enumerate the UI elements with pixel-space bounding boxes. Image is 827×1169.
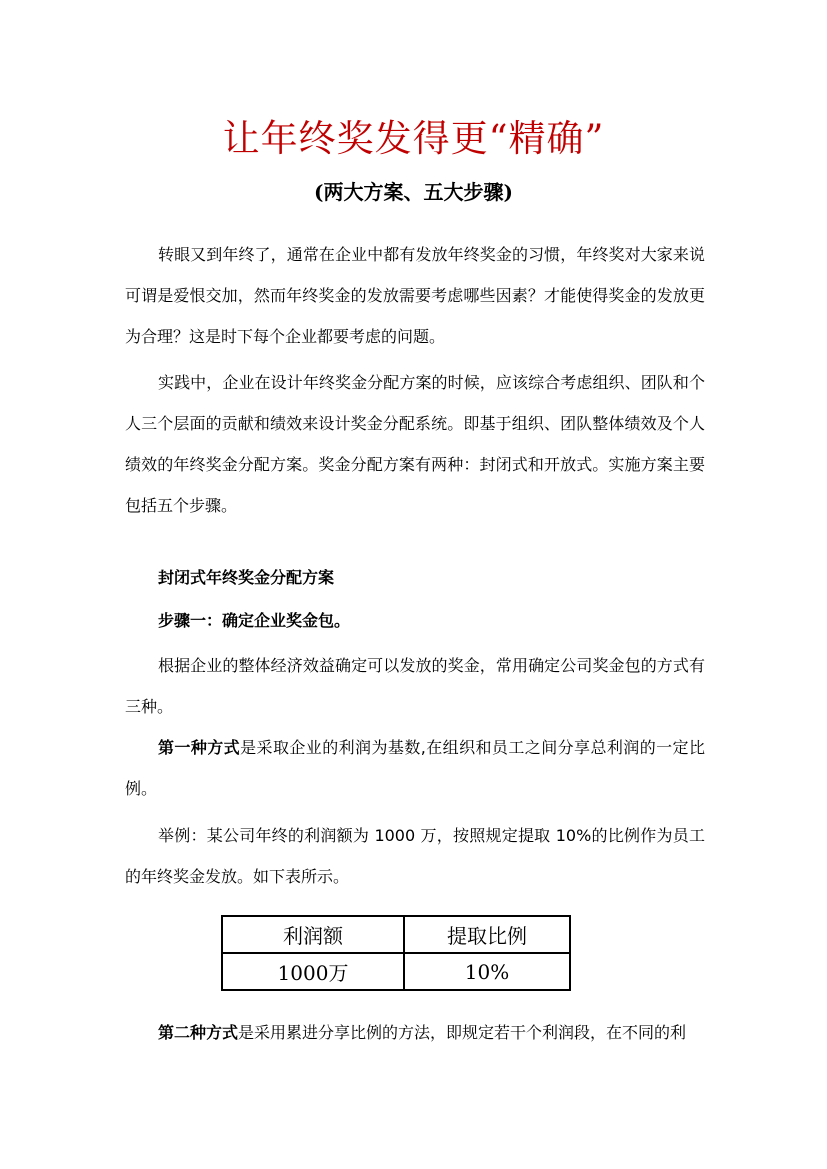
method1-text: 是采取企业的利润为基数,在组织和员工之间分享总利润的一定比例。 [125, 738, 705, 798]
table-header-profit: 利润额 [222, 916, 404, 953]
method2-label: 第二种方式 [158, 1023, 239, 1042]
table-header-ratio: 提取比例 [404, 916, 570, 953]
section-heading: 封闭式年终奖金分配方案 [158, 568, 335, 587]
intro-paragraph-2: 实践中，企业在设计年终奖金分配方案的时候，应该综合考虑组织、团队和个人三个层面的贡献和绩效来设计奖金分配系统。即基于组织、团队整体绩效及个人绩效的年终奖金分配方案。奖金分配方案有两种：封闭式和开放式。实施方案主要包括五个步骤。 [125, 373, 705, 515]
method2-paragraph [125, 1012, 705, 1053]
document-subtitle: (两大方案、五大步骤) [314, 180, 513, 204]
profit-table [221, 915, 571, 991]
intro-paragraph-1: 转眼又到年终了，通常在企业中都有发放年终奖金的习惯，年终奖对大家来说可谓是爱恨交加，然而年终奖金的发放需要考虑哪些因素？才能使得奖金的发放更为合理？这是时下每个企业都要考虑的问题。 [125, 245, 705, 346]
example-paragraph: 举例：某公司年终的利润额为 1000 万，按照规定提取 10%的比例作为员工的年终奖金发放。如下表所示。 [125, 826, 705, 886]
table-cell-profit: 1000万 [222, 953, 404, 990]
step1-heading: 步骤一：确定企业奖金包。 [158, 611, 351, 630]
document-title: 让年终奖发得更“精确” [222, 117, 605, 160]
method2-text: 是采用累进分享比例的方法，即规定若干个利润段，在不同的利 [238, 1023, 687, 1042]
step1-paragraph: 根据企业的整体经济效益确定可以发放的奖金，常用确定公司奖金包的方式有三种。 [125, 656, 705, 716]
table-header-row [222, 916, 570, 953]
table-row [222, 953, 570, 990]
table-cell-ratio: 10% [404, 953, 570, 990]
method1-paragraph [125, 727, 705, 809]
method1-label: 第一种方式 [158, 738, 241, 757]
